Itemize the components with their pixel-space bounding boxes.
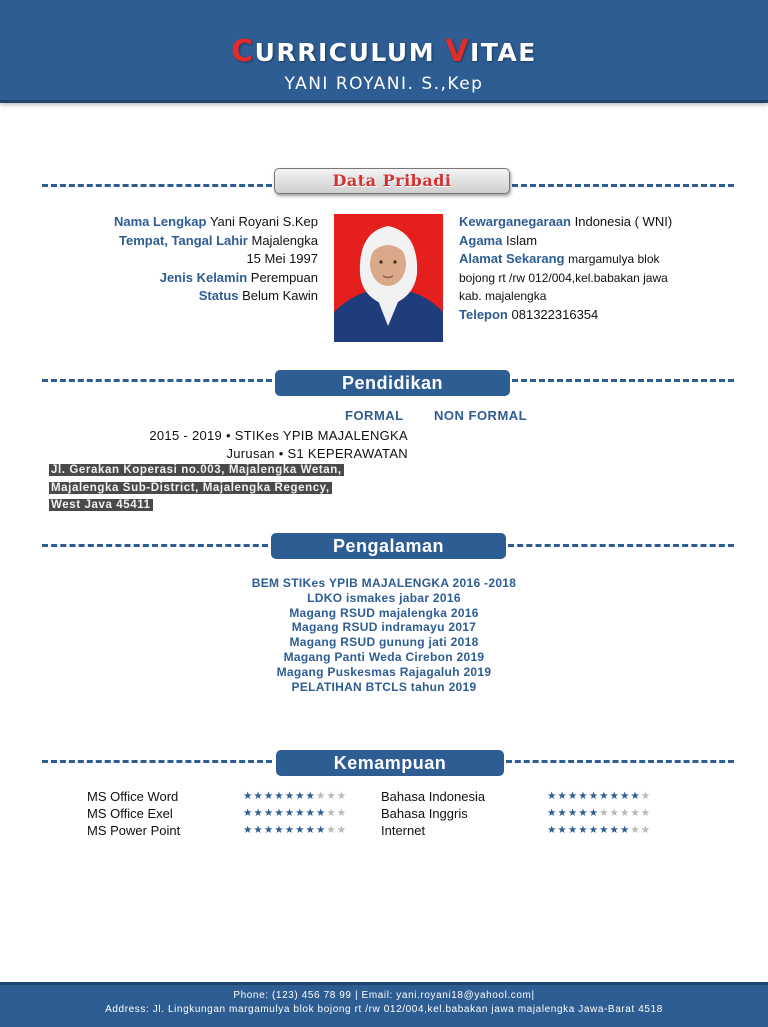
skill-rating-stars — [547, 824, 651, 836]
religion-label: Agama — [459, 232, 503, 248]
gender-label: Jenis Kelamin — [159, 269, 248, 285]
star-filled-icon: ★ — [243, 807, 254, 819]
education-address-line-2: Majalengka Sub-District, Majalengka Regency, — [51, 482, 330, 494]
phone-label: Telepon — [459, 306, 508, 322]
star-filled-icon: ★ — [578, 790, 589, 802]
star-empty-icon: ★ — [326, 790, 337, 802]
cv-owner-name: YANI ROYANI. S.,Kep — [284, 74, 484, 94]
star-empty-icon: ★ — [640, 824, 652, 836]
star-filled-icon: ★ — [567, 824, 579, 836]
star-filled-icon: ★ — [578, 807, 589, 819]
cv-title — [0, 34, 768, 69]
skill-name: Bahasa Indonesia — [381, 789, 486, 804]
section-title-education: Pendidikan — [275, 370, 510, 396]
star-filled-icon: ★ — [284, 807, 296, 819]
star-empty-icon: ★ — [609, 807, 620, 819]
address-line-2: bojong rt /rw 012/004,kel.babakan jawa — [459, 270, 668, 285]
section-divider-right — [512, 184, 734, 187]
star-filled-icon: ★ — [315, 807, 327, 819]
education-line-2: Jurusan • S1 KEPERAWATAN — [226, 446, 408, 461]
skill-name: MS Office Exel — [87, 806, 173, 821]
star-empty-icon: ★ — [315, 790, 327, 802]
star-filled-icon: ★ — [630, 790, 641, 802]
star-filled-icon: ★ — [274, 824, 285, 836]
star-filled-icon: ★ — [547, 807, 558, 819]
star-filled-icon: ★ — [284, 824, 296, 836]
skill-rating-stars — [243, 790, 347, 802]
full-name-label: Nama Lengkap — [113, 214, 207, 229]
star-empty-icon: ★ — [336, 824, 348, 836]
star-filled-icon: ★ — [263, 824, 275, 836]
skill-rating-stars — [243, 824, 347, 836]
profile-photo-illustration — [334, 214, 443, 342]
star-filled-icon: ★ — [557, 807, 568, 819]
section-title-experience: Pengalaman — [271, 533, 506, 559]
religion-value: Islam — [505, 232, 538, 248]
star-filled-icon: ★ — [295, 790, 306, 802]
star-filled-icon: ★ — [243, 824, 254, 836]
star-filled-icon: ★ — [557, 790, 568, 802]
personal-right-column — [459, 213, 739, 324]
title-part-2: ITAE — [470, 38, 537, 67]
citizenship-value: Indonesia ( WNI) — [574, 214, 673, 229]
star-filled-icon: ★ — [274, 807, 285, 819]
star-filled-icon: ★ — [305, 790, 316, 802]
address-label: Alamat Sekarang — [459, 251, 565, 266]
experience-list — [0, 576, 768, 694]
title-part-1: URRICULUM — [254, 38, 446, 67]
section-divider-left — [42, 760, 272, 763]
skill-name: Internet — [381, 823, 426, 838]
star-filled-icon: ★ — [567, 790, 579, 802]
star-filled-icon: ★ — [315, 824, 327, 836]
address-line-1: margamulya blok — [568, 252, 660, 266]
star-filled-icon: ★ — [557, 824, 568, 836]
star-filled-icon: ★ — [588, 807, 600, 819]
gender-value: Perempuan — [250, 269, 318, 285]
star-empty-icon: ★ — [630, 824, 641, 836]
address-line-3: kab. majalengka — [459, 289, 547, 303]
footer-banner — [0, 982, 768, 1027]
section-divider-left — [42, 184, 272, 187]
personal-left-column: Nama Lengkap Yani Royani S.Kep Tempat, Tangal Lahir Majalengka 15 Mei 1997 Jenis Kelamin Perempuan Status Belum Kawin — [113, 214, 318, 303]
star-filled-icon: ★ — [305, 824, 316, 836]
star-filled-icon: ★ — [567, 807, 579, 819]
skill-rating-stars — [547, 807, 651, 819]
star-empty-icon: ★ — [326, 807, 337, 819]
star-filled-icon: ★ — [578, 824, 589, 836]
experience-item: LDKO ismakes jabar 2016 — [307, 590, 461, 605]
star-filled-icon: ★ — [609, 790, 620, 802]
education-line-1: 2015 - 2019 • STIKes YPIB MAJALENGKA — [149, 428, 408, 443]
profile-photo — [334, 214, 443, 342]
section-title-skills: Kemampuan — [276, 750, 504, 776]
section-divider-left — [42, 544, 268, 547]
status-label: Status — [198, 288, 239, 303]
star-filled-icon: ★ — [588, 790, 600, 802]
star-filled-icon: ★ — [263, 790, 275, 802]
star-empty-icon: ★ — [630, 807, 641, 819]
education-address-line-1: Jl. Gerakan Koperasi no.003, Majalengka Wetan, — [51, 464, 342, 476]
experience-item: Magang RSUD indramayu 2017 — [291, 620, 477, 635]
star-empty-icon: ★ — [599, 807, 610, 819]
experience-item: PELATIHAN BTCLS tahun 2019 — [291, 679, 477, 694]
star-filled-icon: ★ — [599, 824, 610, 836]
star-filled-icon: ★ — [547, 824, 558, 836]
star-empty-icon: ★ — [336, 807, 348, 819]
star-filled-icon: ★ — [588, 824, 600, 836]
star-filled-icon: ★ — [284, 790, 296, 802]
status-value: Belum Kawin — [242, 288, 318, 303]
star-empty-icon: ★ — [336, 790, 348, 802]
birth-place-value: Majalengka — [251, 232, 318, 248]
skill-rating-stars — [547, 790, 651, 802]
star-filled-icon: ★ — [619, 824, 631, 836]
section-divider-right — [508, 544, 734, 547]
section-title-personal: Data Pribadi — [274, 168, 510, 194]
footer-address: Address: Jl. Lingkungan margamulya blok bojong rt /rw 012/004,kel.babakan jawa majalengka Jawa-Barat 4518 — [105, 1004, 663, 1015]
experience-item: Magang RSUD gunung jati 2018 — [289, 635, 479, 650]
star-filled-icon: ★ — [263, 807, 275, 819]
star-empty-icon: ★ — [640, 807, 652, 819]
birth-date-label: Tangal Lahir — [171, 232, 248, 248]
skill-name: MS Office Word — [87, 789, 179, 804]
birth-place-label: Tempat — [119, 232, 165, 248]
star-filled-icon: ★ — [253, 824, 264, 836]
section-divider-left — [42, 379, 272, 382]
phone-value: 081322316354 — [511, 306, 599, 322]
star-filled-icon: ★ — [547, 790, 558, 802]
star-filled-icon: ★ — [295, 824, 306, 836]
full-name-value: Yani Royani S.Kep — [209, 214, 318, 229]
footer-contact: Phone: (123) 456 78 99 | Email: yani.royani18@yahool.com| — [233, 990, 535, 1001]
star-filled-icon: ★ — [253, 807, 264, 819]
star-empty-icon: ★ — [640, 790, 652, 802]
title-initial-c: C — [231, 34, 255, 69]
birth-date-value: 15 Mei 1997 — [246, 251, 318, 266]
star-filled-icon: ★ — [305, 807, 316, 819]
experience-item: Magang Puskesmas Rajagaluh 2019 — [276, 664, 492, 679]
skill-name: Bahasa Inggris — [381, 806, 468, 821]
experience-item: BEM STIKes YPIB MAJALENGKA 2016 -2018 — [251, 576, 517, 590]
experience-item: Magang Panti Weda Cirebon 2019 — [283, 649, 485, 664]
section-divider-right — [512, 379, 734, 382]
star-empty-icon: ★ — [619, 807, 631, 819]
skill-name: MS Power Point — [87, 823, 181, 838]
header-banner — [0, 0, 768, 103]
experience-item: Magang RSUD majalengka 2016 — [289, 605, 479, 620]
star-filled-icon: ★ — [274, 790, 285, 802]
star-filled-icon: ★ — [243, 790, 254, 802]
star-filled-icon: ★ — [609, 824, 620, 836]
education-address-line-3: West Java 45411 — [51, 499, 151, 511]
education-formal-label: FORMAL — [345, 408, 404, 423]
citizenship-label: Kewarganegaraan — [459, 214, 571, 229]
star-filled-icon: ★ — [599, 790, 610, 802]
star-filled-icon: ★ — [619, 790, 631, 802]
skill-rating-stars — [243, 807, 347, 819]
section-divider-right — [506, 760, 734, 763]
education-nonformal-label: NON FORMAL — [434, 408, 528, 423]
star-empty-icon: ★ — [326, 824, 337, 836]
star-filled-icon: ★ — [295, 807, 306, 819]
title-initial-v: V — [445, 34, 471, 69]
star-filled-icon: ★ — [253, 790, 264, 802]
